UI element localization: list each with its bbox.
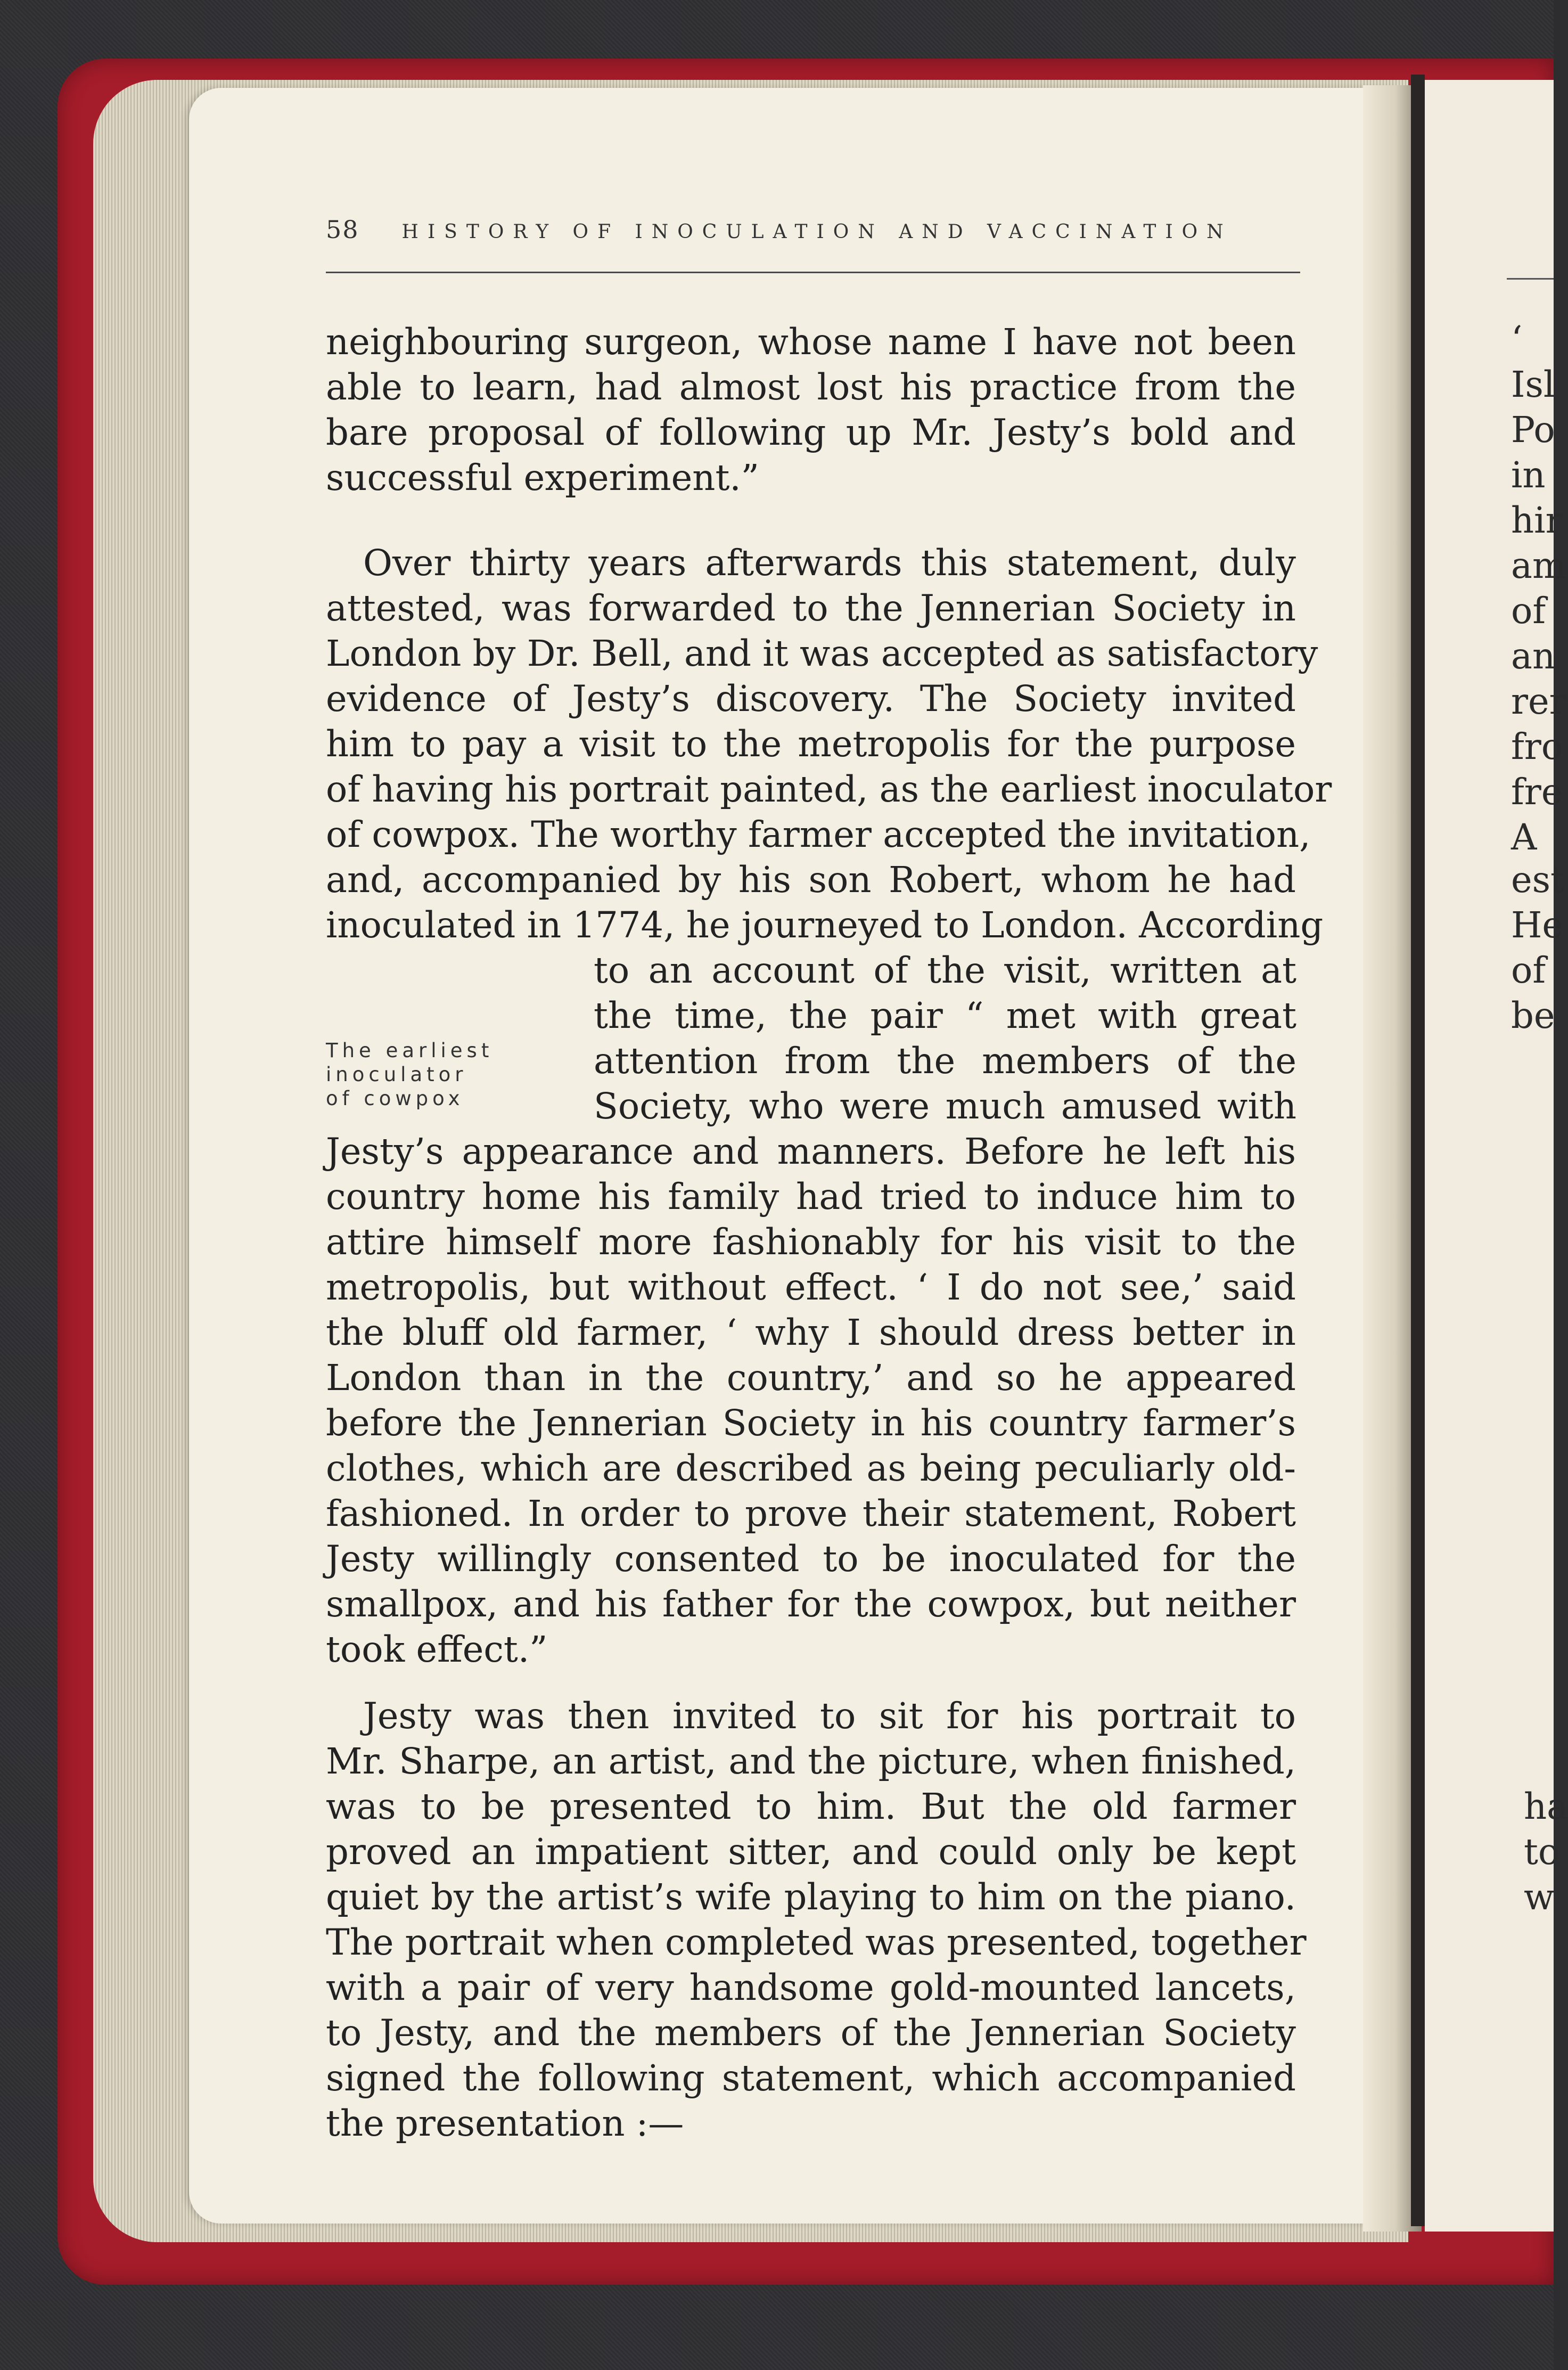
text-line: London than in the country,’ and so he appeared bbox=[326, 1357, 1296, 1399]
text-line: of having his portrait painted, as the earliest inoculator bbox=[326, 769, 1332, 810]
paragraph-3 bbox=[326, 1694, 1307, 2146]
facing-page-fragment: to bbox=[1524, 1831, 1560, 1873]
marginal-note bbox=[326, 1039, 523, 1110]
paragraph-2 bbox=[326, 541, 1332, 948]
facing-page-fragment: am bbox=[1511, 545, 1566, 586]
text-line: Jesty was then invited to sit for his portrait to bbox=[363, 1695, 1296, 1737]
text-line: Over thirty years afterwards this statement, duly bbox=[363, 542, 1296, 584]
page-header bbox=[326, 215, 1233, 252]
running-title: HISTORY OF INOCULATION AND VACCINATION bbox=[401, 221, 1233, 243]
text-line: before the Jennerian Society in his country farmer’s bbox=[326, 1402, 1296, 1444]
text-line: evidence of Jesty’s discovery. The Society invited bbox=[326, 678, 1296, 720]
text-line: him to pay a visit to the metropolis for the purpose bbox=[326, 723, 1296, 765]
text-line: smallpox, and his father for the cowpox, but neither bbox=[326, 1583, 1296, 1625]
text-line: attested, was forwarded to the Jennerian Society in bbox=[326, 587, 1296, 629]
text-line: fashioned. In order to prove their statement, Robert bbox=[326, 1493, 1296, 1534]
text-line: clothes, which are described as being peculiarly old- bbox=[326, 1448, 1296, 1489]
facing-page-fragment: in bbox=[1511, 454, 1546, 496]
text-line: took effect.” bbox=[326, 1629, 548, 1670]
text-line: attire himself more fashionably for his visit to the bbox=[326, 1221, 1296, 1263]
text-line: of cowpox. The worthy farmer accepted the invitation, bbox=[326, 814, 1311, 855]
text-line: London by Dr. Bell, and it was accepted as satisfactory bbox=[326, 633, 1318, 674]
marginal-note-line: of cowpox bbox=[326, 1087, 464, 1110]
text-line: Jesty willingly consented to be inoculated for the bbox=[326, 1538, 1296, 1580]
facing-page-fragment: ha bbox=[1524, 1786, 1568, 1827]
text-line: signed the following statement, which accompanied bbox=[326, 2057, 1296, 2099]
text-line: to Jesty, and the members of the Jennerian Society bbox=[326, 2012, 1296, 2054]
facing-page-fragment: of bbox=[1511, 590, 1546, 632]
text-line: Mr. Sharpe, an artist, and the picture, when finished, bbox=[326, 1740, 1296, 1782]
text-line: Society, who were much amused with bbox=[594, 1085, 1296, 1127]
text-line: the presentation :— bbox=[326, 2103, 684, 2144]
text-line: with a pair of very handsome gold-mounted lancets, bbox=[326, 1967, 1296, 2008]
text-line: The portrait when completed was presented, together bbox=[326, 1922, 1307, 1963]
page-number: 58 bbox=[326, 215, 359, 244]
facing-page-fragment: fre bbox=[1511, 771, 1563, 813]
facing-page-fragment: be bbox=[1511, 995, 1555, 1036]
facing-page-fragment: He bbox=[1511, 904, 1564, 946]
facing-page-rule bbox=[1507, 278, 1554, 280]
text-line: to an account of the visit, written at bbox=[594, 950, 1296, 991]
text-line: Jesty’s appearance and manners. Before he left his bbox=[326, 1131, 1296, 1172]
text-line: successful experiment.” bbox=[326, 457, 759, 498]
spine-shadow bbox=[1411, 75, 1425, 2226]
text-line: country home his family had tried to induce him to bbox=[326, 1176, 1296, 1217]
text-line: metropolis, but without effect. ‘ I do not see,’ said bbox=[326, 1266, 1296, 1308]
facing-page-fragment: hir bbox=[1511, 500, 1563, 541]
facing-page-fragment: est bbox=[1511, 859, 1565, 901]
facing-page-fragment: A bbox=[1511, 816, 1537, 858]
text-line: and, accompanied by his son Robert, whom he had bbox=[326, 859, 1296, 901]
text-line: neighbouring surgeon, whose name I have not been bbox=[326, 321, 1296, 363]
facing-page-fragment: ‘ bbox=[1511, 318, 1523, 360]
text-line: bare proposal of following up Mr. Jesty’s bold and bbox=[326, 412, 1296, 453]
paragraph-2-continued bbox=[326, 1129, 1296, 1672]
facing-page-fragment: w bbox=[1524, 1876, 1555, 1918]
facing-page-fragment: rer bbox=[1511, 681, 1566, 722]
facing-page-fragment: an bbox=[1511, 635, 1556, 677]
paragraph-2-wrapped bbox=[594, 948, 1296, 1129]
text-line: inoculated in 1774, he journeyed to London. According bbox=[326, 904, 1324, 946]
facing-page-fragment: fro bbox=[1511, 726, 1563, 767]
facing-page-fragment: of bbox=[1511, 950, 1546, 991]
text-line: the time, the pair “ met with great bbox=[594, 995, 1296, 1036]
header-rule bbox=[326, 272, 1300, 273]
facing-page-fragment: Isl bbox=[1511, 364, 1555, 405]
text-line: able to learn, had almost lost his practice from the bbox=[326, 366, 1296, 408]
paragraph-1 bbox=[326, 320, 1296, 501]
text-line: was to be presented to him. But the old farmer bbox=[326, 1786, 1296, 1827]
text-line: quiet by the artist’s wife playing to him on the piano. bbox=[326, 1876, 1296, 1918]
text-line: proved an impatient sitter, and could only be kept bbox=[326, 1831, 1296, 1873]
marginal-note-line: The earliest bbox=[326, 1039, 494, 1062]
text-line: attention from the members of the bbox=[594, 1040, 1296, 1082]
marginal-note-line: inoculator bbox=[326, 1063, 467, 1086]
text-line: the bluff old farmer, ‘ why I should dress better in bbox=[326, 1312, 1296, 1353]
facing-page-fragment: Po bbox=[1511, 409, 1555, 451]
